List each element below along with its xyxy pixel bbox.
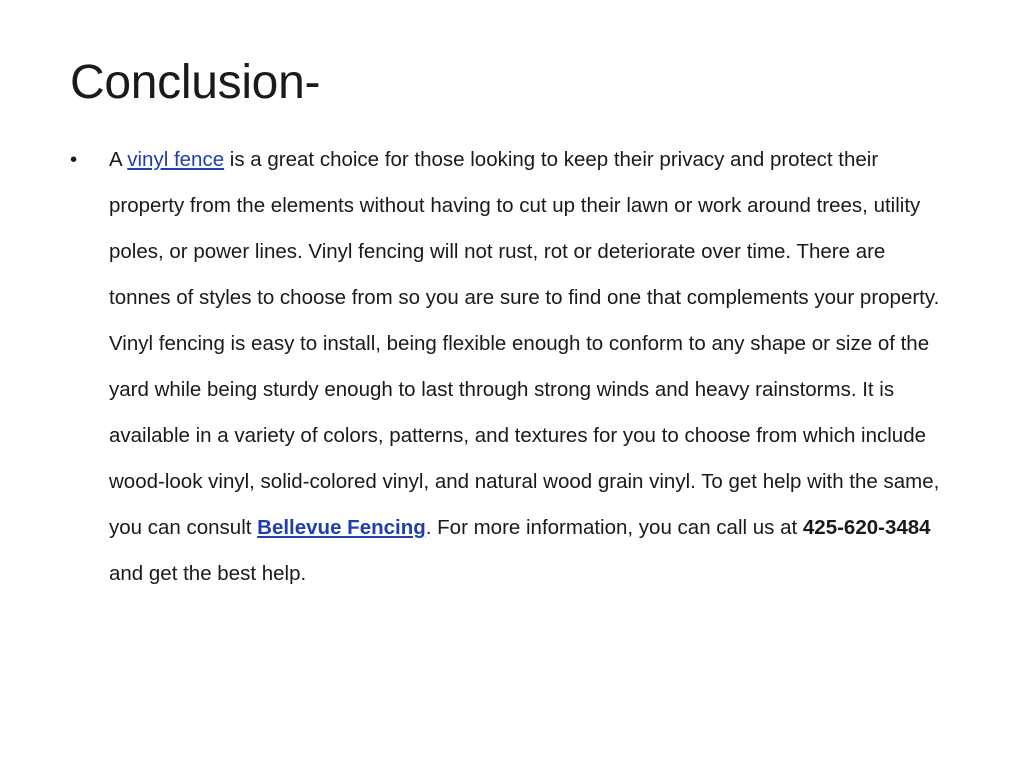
slide-title: Conclusion- (70, 56, 321, 109)
bullet-item (70, 137, 950, 597)
bullet-dot-icon: • (70, 148, 78, 171)
paragraph-text-4: and get the best help. (109, 562, 307, 585)
vinyl-fence-link[interactable]: vinyl fence (127, 148, 225, 171)
paragraph-text-2: is a great choice for those looking to keep their privacy and protect their property from the elements without having to cut up their lawn or work around trees, utility poles, or power lines. Vinyl fencing will not rust, rot or deteriorate over time. There are tonnes of styles to choose from so you are sure to find one that complements your property. Vinyl fencing is easy to install, being flexible enough to conform to any shape or size of the yard while being sturdy enough to last through strong winds and heavy rainstorms. It is available in a variety of colors, patterns, and textures for you to choose from which include wood-look vinyl, solid-colored vinyl, and natural wood grain vinyl. To get help with the same, you can consult (109, 148, 940, 539)
phone-number: 425-620-3484 (802, 516, 931, 539)
paragraph-text-1: A (109, 148, 128, 171)
bullet-list (70, 137, 950, 597)
bellevue-fencing-link[interactable]: Bellevue Fencing (257, 516, 426, 539)
paragraph-text-3: . For more information, you can call us at (425, 516, 803, 539)
